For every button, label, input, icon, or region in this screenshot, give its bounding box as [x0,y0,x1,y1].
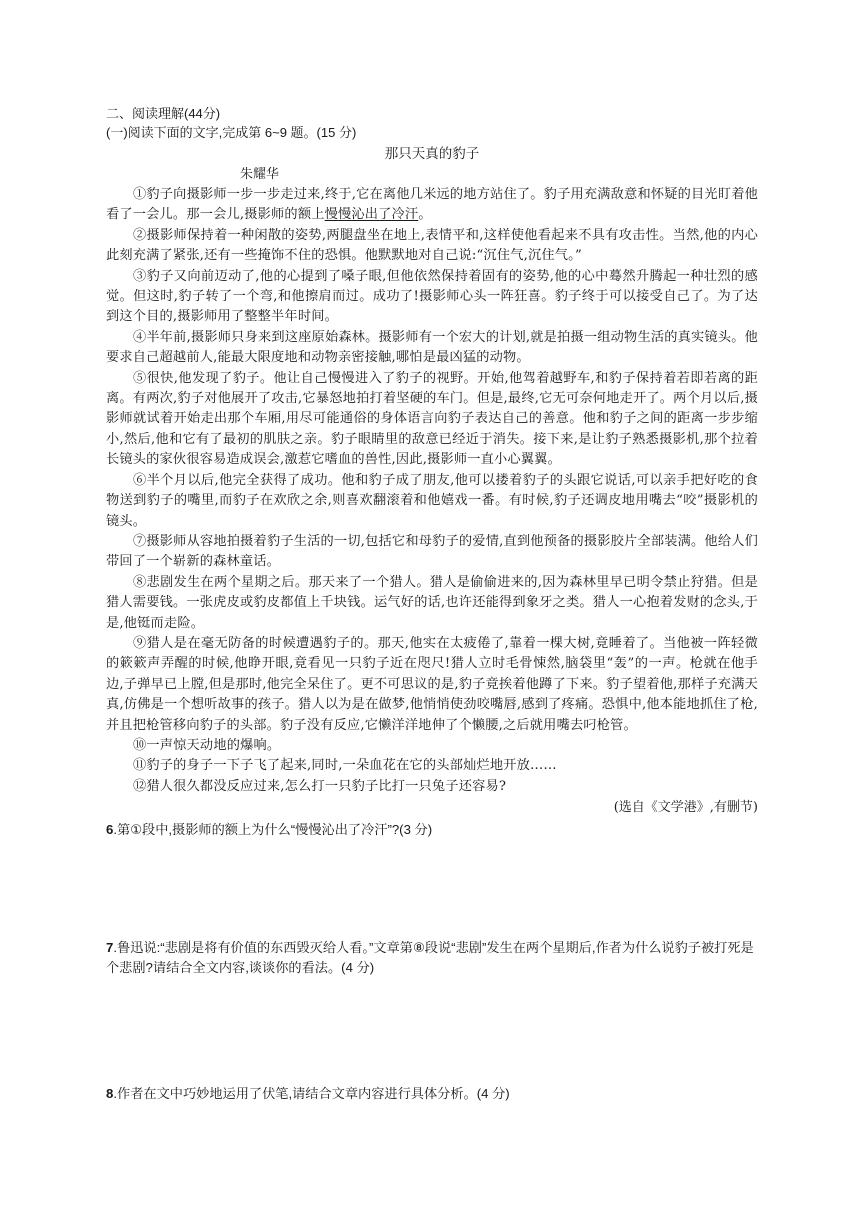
question-text: .第①段中,摄影师的额上为什么“慢慢沁出了冷汗”?(3 分) [113,822,433,838]
paragraph-text: ⑤很快,他发现了豹子。他让自己慢慢进入了豹子的视野。开始,他驾着越野车,和豹子保持着若即若离的距离。有两次,豹子对他展开了攻击,它暴怒地拍打着坚硬的车门。但是,最终,它无可奈何地走开了。两个月以后,摄影师就试着开始走出那个车厢,用尽可能通俗的身体语言向豹子表达自己的善意。他和豹子之间的距离一步步缩小,然后,他和它有了最初的肌肤之亲。豹子眼睛里的敌意已经近于消失。接下来,是让豹子熟悉摄影机,那个拉着长镜头的家伙很容易造成误会,激惹它嗜血的兽性,因此,摄影师一直小心翼翼。 [106,370,758,468]
section-title: 二、阅读理解(44分) [106,106,221,121]
article-paragraph [106,532,758,573]
question-text: .鲁迅说:“悲剧是将有价值的东西毁灭给人看。”文章第⑧段说“悲剧”发生在两个星期后,作者为什么说豹子被打死是个悲剧?请结合全文内容,谈谈你的看法。(4 分) [106,940,754,976]
paragraph-text: ④半年前,摄影师只身来到这座原始森林。摄影师有一个宏大的计划,就是拍摄一组动物生活的真实镜头。他要求自己超越前人,能最大限度地和动物亲密接触,哪怕是最凶猛的动物。 [106,329,758,366]
article-paragraph [106,328,758,369]
paragraph-text: ②摄影师保持着一种闲散的姿势,两腿盘坐在地上,表情平和,这样使他看起来不具有攻击性。当然,他的内心此刻充满了紧张,还有一些掩饰不住的恐惧。他默默地对自己说:“沉住气,沉住气。” [106,227,758,264]
question-7 [106,938,758,979]
article-paragraph [106,471,758,532]
paragraph-text: ⑥半个月以后,他完全获得了成功。他和豹子成了朋友,他可以搂着豹子的头跟它说话,可以亲手把好吃的食物送到豹子的嘴里,而豹子在欢欣之余,则喜欢翻滚着和他嬉戏一番。有时候,豹子还调皮地用嘴去“咬”摄影机的镜头。 [106,472,758,529]
question-number: 8 [106,1086,114,1101]
document-page [106,104,758,1101]
paragraph-text: ⑪豹子的身子一下子飞了起来,同时,一朵血花在它的头部灿烂地开放…… [133,758,557,774]
article-author: 朱耀华 [240,167,280,182]
paragraph-text: ⑩一声惊天动地的爆响。 [133,737,281,753]
underlined-phrase: 慢慢沁出了冷汗 [324,207,419,223]
question-number: 6 [106,822,114,838]
article-paragraph [106,756,758,776]
article-paragraph [106,369,758,471]
article-paragraph [106,267,758,328]
section-instruction: (一)阅读下面的文字,完成第 6~9 题。(15 分) [106,125,357,140]
article-source: (选自《文学港》,有删节) [613,800,758,816]
question-text: .作者在文中巧妙地运用了伏笔,请结合文章内容进行具体分析。(4 分) [113,1086,510,1101]
paragraph-text: ①豹子向摄影师一步一步走过来,终于,它在离他几米远的地方站住了。豹子用充满敌意和怀疑的目光盯着他看了一会儿。那一会儿,摄影师的额上 [106,187,758,223]
article-paragraph [106,777,758,797]
paragraph-text: ⑨猎人是在毫无防备的时候遭遇豹子的。那天,他实在太疲倦了,靠着一棵大树,竟睡着了。当他被一阵轻微的簌簌声弄醒的时候,他睁开眼,竟看见一只豹子近在咫尺!猎人立时毛骨悚然,脑袋里“轰”的一声。枪就在他手边,子弹早已上膛,但是那时,他完全呆住了。更不可思议的是,豹子竟挨着他蹲了下来。豹子望着他,那样子充满天真,仿佛是一个想听故事的孩子。猎人以为是在做梦,他悄悄使劲咬嘴唇,感到了疼痛。恐惧中,他本能地抓住了枪,并且把枪管移向豹子的头部。豹子没有反应,它懒洋洋地伸了个懒腰,之后就用嘴去叼枪管。 [106,635,758,733]
article-paragraph [106,736,758,756]
question-8 [106,1084,758,1104]
paragraph-text: 。 [418,207,432,223]
article-paragraph [106,185,758,226]
paragraph-text: ③豹子又向前迈动了,他的心提到了嗓子眼,但他依然保持着固有的姿势,他的心中蓦然升腾起一种壮烈的感觉。但这时,豹子转了一个弯,和他擦肩而过。成功了!摄影师心头一阵狂喜。豹子终于可以接受自己了。为了达到这个目的,摄影师用了整整半年时间。 [106,268,758,325]
paragraph-text: ⑧悲剧发生在两个星期之后。那天来了一个猎人。猎人是偷偷进来的,因为森林里早已明令禁止狩猎。但是猎人需要钱。一张虎皮或豹皮都值上千块钱。运气好的话,也许还能得到象牙之类。猎人一心抱着发财的念头,于是,他铤而走险。 [106,574,758,631]
article-paragraph [106,573,758,634]
article-title: 那只天真的豹子 [384,146,480,162]
question-number: 7 [106,940,114,955]
question-6 [106,820,758,840]
article-paragraph [106,634,758,736]
paragraph-text: ⑦摄影师从容地拍摄着豹子生活的一切,包括它和母豹子的爱情,直到他预备的摄影胶片全部装满。他给人们带回了一个崭新的森林童话。 [106,533,758,570]
article-body [106,185,758,797]
paragraph-text: ⑫猎人很久都没反应过来,怎么打一只豹子比打一只兔子还容易? [133,778,507,794]
article-paragraph [106,226,758,267]
